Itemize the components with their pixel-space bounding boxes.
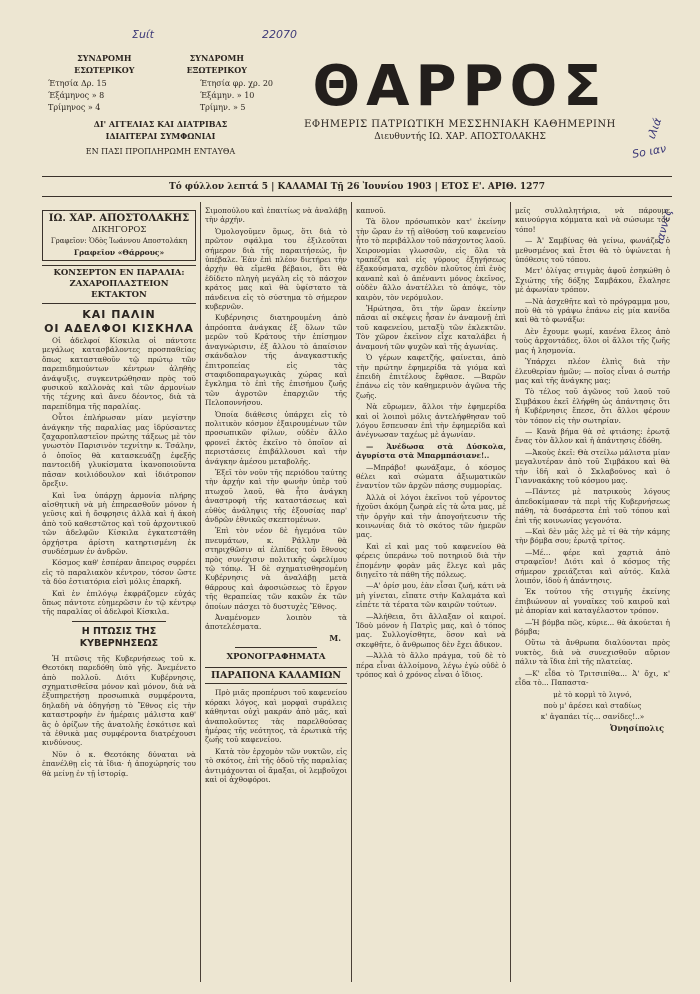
article-paragraph: καπνοῦ.: [356, 206, 386, 215]
lawyer-ad: [42, 210, 196, 261]
ads-note-2: ΙΔΙΑΙΤΕΡΑΙ ΣΥΜΦΩΝΙΑΙ: [105, 131, 216, 141]
subscription-box: [48, 52, 273, 158]
handwritten-note-margin-3: ιαννες: [652, 207, 675, 246]
article-paragraph: Ἐκ τούτου τῆς στιγμῆς ἐκείνης ἐπιβιώνουν αἱ γυναῖκες τοῦ καιροῦ καὶ μὲ ἀπορίαν καὶ καταγέλαστον τρόπον.: [515, 587, 670, 616]
article-paragraph: — Ἀ' Σαμβίνας θὰ γείνω, φωνάζει ὁ μεθυσμένος καὶ ἔτσι θὰ τὸ ὑψώνεται ἡ ὑπόθεσις τοῦ τόπου.: [515, 236, 670, 265]
article-paragraph: —Ἀλήθεια, ὅτι ἄλλαξαν οἱ καιροί. Ἰδοὺ μόνον ἡ Πατρὶς μας, καὶ ὁ τόπος μας. Συλλογίσθητε, ὅσον καὶ νὰ σκεφθῆτε, ὁ ἄνθρωπος δὲν ἔχει ἄδικον.: [356, 611, 506, 649]
verse-line: κ' ἀγαπάει τίς... σανίδες!..»: [540, 712, 645, 722]
foreign-rates: [200, 78, 273, 114]
article-paragraph: Οὗτοι ἐπλήρωσαν μίαν μεγίστην ἀνάγκην τῆς παραλίας μας ἱδρύσαντες ζαχαροπλαστεῖον πρώτης τάξεως μὲ τὸν γνωστὸν Παρισινὸν τεχνίτην κ. Τσάλην, ὁ ὁποῖος θὰ κατασκευάζῃ ἐφεξῆς παντοειδῆ γλυκίσματα ἱκανοποιοῦντα πᾶσαν κοιλιόδουλον καὶ ἰδιότροπον ὄρεξιν.: [42, 413, 196, 489]
article-paragraph: Καὶ εἰ καὶ μας τοῦ καφενείου θὰ φέρεις ὑπεράνω τοῦ ποτηριοῦ διὰ τὴν ἐπομένην φορὰν μᾶς ἔλεγε καὶ μᾶς διηγεῖτο τὰ πάθη τῆς πόλεως.: [356, 541, 506, 580]
column-3: [356, 206, 506, 976]
article-paragraph: Κόσμος καθ' ἑσπέραν ἄπειρος συρρέει εἰς τὸ παραλιακὸν κέντρον, τόσον ὥστε τὰ δύο ἐστιατόρια εἰσὶ μόλις ἐπαρκῆ.: [42, 558, 196, 587]
article-paragraph: Ὑπάρχει πλέον ἐλπὶς διὰ τὴν ἐλευθερίαν ἡμῶν; — ποῖος εἶναι ὁ σωτήρ μας καὶ τῆς ἀνάγκης μας;: [515, 357, 670, 385]
article-paragraph: —Ἡ βόμβα πῶς, κύριε... θὰ ἀκούεται ἡ βόμβα;: [515, 617, 670, 637]
government-fall-heading: Η ΠΤΩΣΙΣ ΤΗΣ ΚΥΒΕΡΝΗΣΕΩΣ: [79, 625, 159, 649]
article-paragraph: Καὶ ἐν ἐπιλόγῳ ἐκφράζομεν εὐχάς ὅπως πάντοτε εὐημερῶσιν ἐν τῷ κέντρῳ τῆς παραλίας οἱ ἀδελφοὶ Κίσκιλα.: [42, 588, 196, 617]
article-paragraph: Ὁ γέρων καφετζής, φαίνεται, ἀπὸ τὴν πρώτην ἐφημερίδα τὰ γιόμα καὶ ἐπειδὴ ἐπιτέλους ἔφθασε. —Βαρῶν ἐπάνω εἰς τὸν καθημερινὸν ἀγῶνα τῆς ζωῆς.: [356, 353, 506, 400]
article-paragraph: μεῖς συλλαλητήρια, νὰ πάρουμε καινούργια κόμματα καὶ νὰ σώσωμε τὸν τόπο!: [515, 206, 670, 234]
column-4: [515, 206, 670, 976]
article-paragraph: Μετ' ὀλίγας στιγμὰς ἀφοῦ ἐσηκώθη ὁ Σχιώτης τῆς δόξης Σαμβάκου, ἔλαλησε μὲ ἀφωνίαν τρόπον.: [515, 266, 670, 295]
column-1: [42, 206, 196, 976]
article-signature: Ὀνησίπολις: [610, 722, 664, 733]
verse-line: μὲ τὸ κορμὶ τὸ λιγνό,: [553, 689, 632, 699]
masthead-rule-bottom: [42, 196, 672, 197]
article-paragraph: Πρὸ μιᾶς προπέρυσι τοῦ καφενείου κόρακι λόγος, καὶ μορφαὶ συράλεις κάθηνται οὐχὶ μακράν ἀπὸ μᾶς, καὶ ἀναπολοῦντες τὰς παρελθούσας ἡμέρας τῆς νεότητος, τὰ ἐρωτικὰ τῆς ζωῆς τοῦ καφενείου.: [205, 688, 347, 745]
article-paragraph: —Κ' εἶδα τὸ Τριτσιπίθα... Ἀ' ὄχι, κ' εἶδα τὸ... Παπαστα-: [515, 668, 670, 688]
article-paragraph: Οἱ ἀδελφοί Κίσκιλα οἱ πάντοτε μεγάλως κατασβάλοντες προσπαθείας ὅπως κατασταθοῦν τῷ πρώτῳ τῶν παρεπιδημούντων κέντρων ἀληθὴς ἀνάψυξις, συγκεντρώθησαν πρὸς τοῦ φυσικοῦ καλλονὰς καὶ τῶν ἀρμονίων τῆς τέχνης καὶ ἄνευ δέοντος, διὰ τὰ παρεπίδημα τῆς παραλίας.: [42, 336, 196, 411]
newspaper-director: Διευθυντής ΙΩ. ΧΑΡ. ΑΠΟΣΤΟΛΑΚΗΣ: [374, 132, 546, 142]
lawyer-office-2: Γραφεῖον «Θάρρους»: [73, 248, 165, 257]
subscription-foreign-label: ΣΥΝΔΡΟΜΗ ΕΞΩΤΕΡΙΚΟΥ: [186, 53, 247, 75]
rate-line: Τρίμηνος » 4: [48, 103, 101, 112]
ads-note: ΔΙ' ΑΓΓΕΛΙΑΣ ΚΑΙ ΔΙΑΤΡΙΒΑΣ: [93, 119, 228, 129]
lawyer-name: ΙΩ. ΧΑΡ. ΑΠΟΣΤΟΛΑΚΗΣ: [48, 213, 190, 224]
article-paragraph: Σιμοπούλου καὶ ἐπαιτίως νὰ ἀναλάβῃ τὴν ἀρχήν.: [205, 206, 347, 225]
masthead-rule-top: [42, 176, 672, 177]
rate-line: Τρίμην. » 5: [199, 103, 246, 112]
article-paragraph: — Ἀνέδωσα στὰ Δύσκολα, ἀγυρίστα στὰ Μπαρμπάσιανε!..: [356, 441, 506, 461]
chronicles-title: ΠΑΡΑΠΟΝΑ ΚΑΛΑΜΙΩΝ: [205, 667, 347, 684]
article-paragraph: Νὰ εὕρωμεν, ἄλλοι τὴν ἐφημερίδα καὶ οἱ λοιποὶ μόλις ἀντελήφθησαν τοῦ λόγου ἔσπευσαν ἐπὶ τὴν ἐφημερίδα καὶ ἀνέγνωσαν ταχέως μὲ ἀγωνίαν.: [356, 402, 506, 440]
chronicles-heading: ΧΡΟΝΟΓΡΑΦΗΜΑΤΑ: [226, 652, 326, 663]
rate-line: Έτησία φρ. χρ. 20: [199, 79, 273, 88]
rate-line: Έξάμηνος » 8: [48, 91, 105, 100]
article-paragraph: Ἐξεῖ τὸν νοῦν τῆς περιόδου ταύτης τὴν ἀρχήν καὶ τὴν φωνὴν ὑπὲρ τοῦ πτωχοῦ λαοῦ, θὰ ἦτο ἀνάγκη ἀναστροφὴ τῆς καταστάσεως καὶ εὐθὺς ἀνάληψις τῆς ἐξουσίας παρ' ἀνδρῶν ἐθνικῶς σκεπτομένων.: [205, 467, 347, 524]
handwritten-note-margin-1: ιλιά: [644, 116, 665, 141]
article-paragraph: Τὰ ὅλον πρόσωπικὸν κατ' ἐκείνην τὴν ὥραν ἐν τῇ αἰθούσῃ τοῦ καφενείου ἦτο τὸ περιβάλλον τοῦ πάσχοντος λαοῦ. Χειρονομίαι γλωσσῶν, εἰς ὅλα τὰ τραπέζια καὶ εἰς γύρους ἐξηγήσεως ἐξακούσματα, σχεδὸν πλοῦτος ἐπὶ ἐνὸς καναπὲ καὶ ὁ ἀπέναντι μόνος ἐκεῖνος, οὐδὲν ἄλλο ἀνατέλλει τὸ ἀπόψε, τὸν καιρὸν, τὸν νερόμυλον.: [356, 217, 506, 302]
handwritten-note-top-mid: 22070: [262, 28, 297, 41]
article-paragraph: —Μέ... φέρε καὶ χαρτιὰ ἀπὸ στραφεῖον! Διότι καὶ ὁ κόσμος τῆς σήμερον χρειάζεται καὶ αὐτός. Καλὰ λοιπόν, ἰδοὺ ἡ ἀπάντησις.: [515, 547, 670, 586]
masthead-title-block: [290, 56, 630, 144]
article-paragraph: Δὲν ἔχουμε ψωμί, κανένα ἔλεος ἀπὸ τοὺς ἀρχοντάδες, ὅλοι οἱ ἄλλοι τῆς ζωῆς μας ἡ λησμονία.: [515, 326, 670, 355]
concert-heading-line2: ΖΑΧΑΡΟΠΛΑΣΤΕΙΟΝ ΕΚΤΑΚΤΟΝ: [69, 279, 169, 300]
article-paragraph: Ἀναμένομεν λοιπὸν τὰ ἀποτελέσματα.: [205, 613, 347, 632]
rate-line: Έξάμην. » 10: [199, 91, 255, 100]
article-paragraph: Οὕτω τὰ ἄνθρωπα διαλύονται πρὸς νυκτὸς, διὰ νὰ συνεχισθοῦν αὔριον πάλιν τὰ ἴδια ἐπὶ τῆς πλατείας.: [515, 638, 670, 667]
handwritten-note-top-left: Σuίt: [132, 28, 154, 41]
article-paragraph: —Α' ὀρίσ μου, ἐὰν εἶσαι ζωή, κάτι νὰ μὴ γίνεται, εἴπατε στὴν Καλαμάτα καὶ εἰπέτε τὰ τέρατα τῶν καιρῶν τούτων.: [356, 581, 506, 610]
article-paragraph: Ἡ πτῶσις τῆς Κυβερνήσεως τοῦ κ. Θεοτόκη παρεδόθη ὑπὸ γῆς. Ἀνεμένετο ἀπὸ πολλοῦ. Διότι Κυβέρνησις, σχηματισθεῖσα μόνον καὶ μόνον, διὰ νὰ ἐξυπηρετήσῃ προσωπικὰ συμφέροντα, δηλαδὴ νὰ ὁδηγήσῃ τὸ Ἔθνος εἰς τὴν καταστροφὴν ἐν ἡμέραις μάλιστα καθ' ἃς ὁ ὁρίζων τῆς ἀνατολῆς ἐσκότισε καὶ τὰ ἐθνικὰ μας συμφέροντα διατρέχουσι κινδύνους.: [42, 653, 196, 748]
newspaper-title: ΘΑΡΡΟΣ: [312, 54, 608, 119]
lawyer-title: ΔΙΚΗΓΟΡΟΣ: [91, 225, 147, 235]
article-paragraph: Καὶ ἵνα ὑπάρχῃ ἁρμονία πλήρης αἰσθητικὴ νὰ μὴ ἐπηρεασθοῦν μόνον ἡ γεῦσις καὶ ἡ ὄσφρησις ἀλλὰ καὶ ἡ ἀκοὴ ἀπὸ τοῦ καθεστῶτος καὶ τοῦ ἀρχοντικοῦ τῶν ἀδελφῶν Κίσκιλα ἐγκατεστάθη ὀρχήστρα ἀρίστη κατηρτισμένη ἐκ συνδέσμων ἐν ἀνδρῶν.: [42, 490, 196, 556]
article-paragraph: —Ἀλλὰ τὸ ἄλλο πράγμα, τοῦ δὲ τὸ πέρα εἶναι ἀλλοίμονο, λέγω ἐγὼ οὐδὲ ὁ τρόπος καὶ ὁ χρόνος εἶναι ὁ ἴδιος.: [356, 651, 506, 680]
article-paragraph: —Ἀκοὺς ἐκεῖ: Θὰ στείλω μάλιστα μίαν μεγαλυτέραν ἀπὸ τοῦ Σιμβάκου καὶ θὰ τὴν ἰδῆ καὶ ὁ Σκλαβούνος καὶ ὁ Γιαννακάκης τοῦ κόσμου μας.: [515, 447, 670, 485]
concert-heading: [42, 265, 196, 304]
subscription-domestic-label: ΣΥΝΔΡΟΜΗ ΕΣΩΤΕΡΙΚΟΥ: [74, 53, 135, 75]
handwritten-note-margin-2: Sο ιαν: [631, 142, 668, 161]
column-2: [205, 206, 347, 976]
column-divider: [510, 202, 511, 982]
article-paragraph: Ἠρώτησα, ὅτι τὴν ὥραν ἐκείνην πᾶσαι αἱ σκέψεις ἦσαν ἐν ἀναμονῇ ἐπὶ τοῦ καφενείου, μεταξὺ τῶν ἐκλεκτῶν. Τὸν χῶρον ἐκεῖνον εἶχε καταλάβει ἡ ἀναμονή τῶν ψυχῶν καὶ τῆς ἀγωνίας.: [356, 304, 506, 351]
article-paragraph: Ἐπὶ τὸν νέον δὲ ἡγεμόνα τῶν πνευμάτων, κ. Ράλλην θὰ στηριχθῶσιν αἱ ἐλπίδες τοῦ ἔθνους πρὸς συνέχισιν πολιτικῆς ὠφελίμου τῷ τόπῳ. Ἡ δὲ σχηματισθησομένη Κυβέρνησις νὰ ἀναλάβῃ μετὰ θάρρους καὶ ἀφοσιώσεως τὸ ἔργον τῆς θεραπείας τῶν κακῶν ἐκ τῶν ὁποίων πάσχει τὸ δυστυχὲς Ἔθνος.: [205, 526, 347, 611]
dateline: Τό φύλλον λεπτά 5 | ΚΑΛΑΜΑΙ Τῇ 26 Ἰουνίου 1903 | ΕΤΟΣ Ε'. ΑΡΙΘ. 1277: [169, 182, 545, 192]
article-paragraph: Τὸ τέλος τοῦ ἀγῶνος τοῦ λαοῦ τοῦ Σιμβάκου ἐκεῖ ἐλήφθη ὡς ἀπάντησις ὅτι ἡ Κυβέρνησις ἔπεσε, ὅτι ἄλλοι φέρουν τὸν τόπον εἰς τὴν σωτηρίαν.: [515, 387, 670, 425]
newspaper-subtitle: ΕΦΗΜΕΡΙΣ ΠΑΤΡΙΩΤΙΚΗ ΜΕΣΣΗΝΙΑΚΗ ΚΑΘΗΜΕΡΙΝΗ: [304, 119, 616, 130]
article-paragraph: —Νὰ ἀσχεθῆτε καὶ τὸ πρόγραμμα μου, ποὺ θὰ τὸ γράψω ἐπάνω εἰς μία κανίδα καὶ θὰ τὸ φωνάξω:: [515, 296, 670, 325]
prepaid-note: ΕΝ ΠΑΣΙ ΠΡΟΠΛΗΡΩΜΗ ΕΝΤΑΥΘΑ: [85, 147, 236, 156]
verse-line: ποὺ μ' ἀρέσει καὶ σταδίως: [543, 700, 642, 710]
section-rule: [72, 621, 166, 622]
article-paragraph: Ὁμολογοῦμεν ὅμως, ὅτι διὰ τὸ πρῶτον σφάλμα του ἐξιλεοῦται σήμερον διὰ τῆς παραιτήσεώς, ἣν ὑπέβαλε. Ἐὰν ἐπὶ πλέον διετήρει τὴν ἀρχὴν θὰ εἴμεθα βέβαιοι, ὅτι θὰ ἐδίδετο πληγὴ μεγάλη εἰς τὸ πάσχον κράτος μας καὶ θὰ ὑφίστατο τὰ πάνδεινα εἰς τὸ σύστημα τὸ σήμερον κυβερνῶν.: [205, 226, 347, 312]
article-paragraph: —Καὶ δὲν μᾶς λὲς μὲ τί θὰ τὴν κάμης τὴν βόμβα σου; ἐρωτᾷ τρίτος.: [515, 527, 670, 546]
lawyer-office: Γραφεῖον: Ὁδὸς Ἰωάννου Αποστολάκη: [50, 237, 188, 245]
concert-title-1: ΚΑΙ ΠΑΛΙΝ: [82, 308, 156, 321]
concert-title-2: ΟΙ ΑΔΕΛΦΟΙ ΚΙΣΚΗΛΑ: [44, 322, 194, 335]
article-paragraph: Νῦν ὁ κ. Θεοτόκης δύναται νὰ ἐπανέλθῃ εἰς τὰ ἴδια· ἡ ἀποχώρησίς του θὰ μείνῃ ἐν τῇ ἱστορίᾳ.: [42, 749, 196, 778]
article-paragraph: — Κανὰ βήμα θὰ σὲ φτιάσης: ἐρωτᾷ ἕνας τὸν ἄλλον καὶ ἡ ἀπάντησις ἐδόθη.: [515, 426, 670, 446]
article-paragraph: Ὁποία διάθεσις ὑπάρχει εἰς τὸ πολιτικὸν κόσμον ἐξαιρουμένων τῶν προσωπικῶν φίλων, οὐδὲν ἄλλο φρονεῖ ἐκτὸς ἐκεῖνο τὸ ὁποῖον αἱ περιστάσεις ἐπιβάλλουσι καὶ τὴν ἀνάγκην ἀμέσου μεταβολῆς.: [205, 409, 347, 466]
column-divider: [200, 202, 201, 982]
column-divider: [351, 202, 352, 982]
domestic-rates: [48, 78, 107, 114]
article-paragraph: —Πάντες μὲ πατρικοὺς λόγους ἀπεδοκίμασαν τὰ περὶ τῆς Κυβερνήσεως πάθη, τὰ δυσάρεστα ἐπὶ τοῦ τόπου καὶ ἐπὶ τῆς κοινωνίας γεγονότα.: [515, 487, 670, 525]
article-paragraph: —Μπράβο! φωνάξαμε, ὁ κόσμος θέλει καὶ σώματα ἀξιωματικῶν ἐναντίον τῶν ἀρχῶν πάσης συμμορίας.: [356, 462, 506, 491]
article-paragraph: Κυβέρνησις διατηρουμένη ἀπὸ ἀπρόοπτα ἀνάγκας ἐξ ὅλων τῶν μερῶν τοῦ Κράτους τὴν ἐπίσημον ἀναγνώρισιν, ἐξ ἄλλου τὸ ἀπαίσιον σκάνδαλον τῆς ἀναγκαστικῆς ἐπιτροπείας εἰς τὰς σταφιδοπαραγωγικὰς χώρας καὶ ἔγκλημα τὸ ἐπὶ τῆς ἐπισήμου ζωῆς τῶν ἀγροτῶν ἐπαρχιῶν τῆς Πελοποννήσου.: [205, 313, 347, 408]
concert-heading-line1: ΚΟΝΣΕΡΤΟΝ ΕΝ ΠΑΡΑΛΙΑ:: [53, 268, 185, 278]
section-rule: [235, 647, 317, 648]
article-paragraph: Ἀλλὰ οἱ λόγοι ἐκεῖνοι τοῦ γέροντος ἠχοῦσι ἀκόμη ζωηρὰ εἰς τὰ ὦτα μας, μὲ τὴν ὀργὴν καὶ τὴν ἀπογοήτευσιν τῆς κοινωνίας διὰ τὸ σκότος τῶν ἡμερῶν μας.: [356, 492, 506, 540]
article-signature: Μ.: [329, 632, 341, 643]
article-paragraph: Κατὰ τὸν ἐρχομὸν τῶν νυκτῶν, εἰς τὸ σκότος, ἐπὶ τῆς ὁδοῦ τῆς παραλίας ἀντιμάχονται οἱ ἄμαξαι, οἱ λεμβοῦχοι καὶ οἱ ἀχθοφόροι.: [205, 746, 347, 784]
rate-line: Έτησία Δρ. 15: [48, 79, 107, 88]
